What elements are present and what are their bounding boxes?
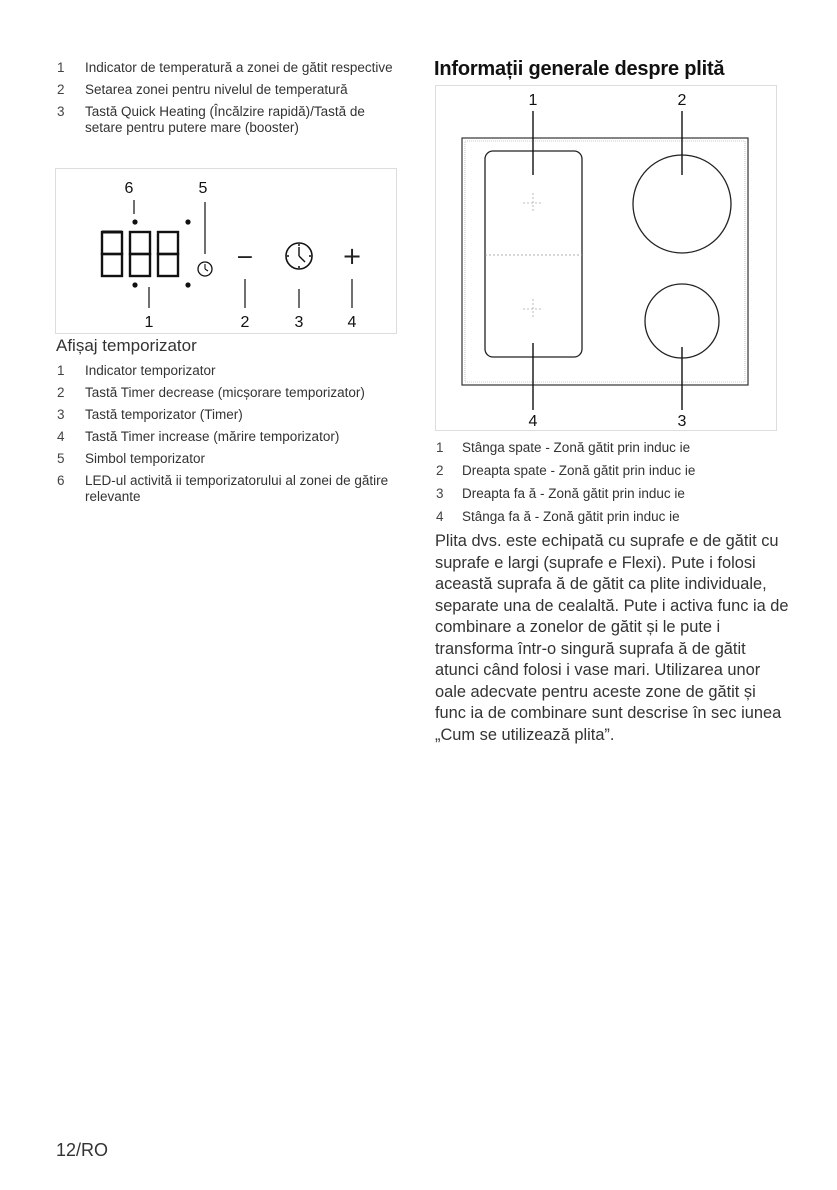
callout-label-3: 3 [677, 413, 687, 430]
list-item [57, 363, 402, 379]
list-item [57, 407, 402, 423]
led-dot [132, 282, 137, 287]
callout-label-2: 2 [677, 92, 687, 109]
timer-clock-icon[interactable] [286, 243, 312, 269]
item-text: Tastă Timer decrease (micșorare temporizator) [85, 385, 365, 400]
list-item [57, 104, 397, 136]
list-item [57, 451, 402, 467]
item-number: 2 [57, 385, 65, 400]
callout-label-4: 4 [347, 314, 357, 331]
item-text: Tastă Quick Heating (Încălzire rapidă)/Tastă de setare pentru putere mare (booster) [85, 104, 365, 135]
hob-outline [462, 138, 748, 385]
list-item [436, 509, 806, 525]
list-item [57, 385, 402, 401]
item-text: Dreapta fa ă - Zonă gătit prin induc ie [462, 486, 685, 501]
item-text: Indicator de temperatură a zonei de gătit respective [85, 60, 393, 75]
top-legend-list [57, 60, 397, 142]
led-dot [185, 219, 190, 224]
item-text: Stânga fa ă - Zonă gătit prin induc ie [462, 509, 680, 524]
item-number: 5 [57, 451, 65, 466]
figure-caption: Afișaj temporizator [56, 336, 197, 355]
figure-frame [436, 86, 777, 431]
callout-label-3: 3 [294, 314, 304, 331]
item-text: Setarea zonei pentru nivelul de temperatură [85, 82, 348, 97]
callout-label-5: 5 [198, 180, 208, 197]
hob-layout-figure [435, 85, 777, 431]
item-number: 1 [57, 363, 65, 378]
callout-label-4: 4 [528, 413, 538, 430]
zone-center-mark [523, 193, 543, 319]
item-text: Stânga spate - Zonă gătit prin induc ie [462, 440, 691, 455]
list-item [436, 486, 806, 502]
zones-legend-list [436, 440, 806, 532]
timer-display-figure [55, 168, 397, 334]
item-text: Tastă temporizator (Timer) [85, 407, 243, 422]
timer-decrease-icon[interactable]: − [235, 245, 255, 270]
right-front-zone [645, 284, 719, 358]
item-number: 2 [436, 463, 444, 478]
item-number: 3 [436, 486, 444, 501]
item-number: 4 [436, 509, 444, 524]
section-title: Informații generale despre plită [434, 58, 725, 80]
hob-inner-outline [465, 141, 745, 382]
item-number: 3 [57, 407, 65, 422]
item-text: Simbol temporizator [85, 451, 206, 466]
timer-increase-icon[interactable]: + [341, 242, 363, 270]
list-item [436, 463, 806, 479]
list-item [57, 60, 397, 76]
small-clock-icon [198, 262, 212, 276]
item-number: 1 [57, 60, 65, 75]
list-item [57, 473, 402, 505]
timer-legend-list [57, 363, 402, 511]
callout-label-2: 2 [240, 314, 250, 331]
item-text: Indicator temporizator [85, 363, 216, 378]
item-text: LED-ul activită ii temporizatorului al zonei de gătire relevante [85, 473, 389, 504]
list-item [57, 429, 402, 445]
body-paragraph: Plita dvs. este echipată cu suprafe e de gătit cu suprafe e largi (suprafe e Flexi). Pute i folosi această suprafa ă de gătit ca plite individuale, separate una de cealaltă. Pute i activa func ia de combinare a zonelor de gătit și le pute i transforma într-o singură suprafa ă de gătit atunci când folosi i vase mari. Utilizarea unor oale adecvate pentru aceste zone de gătit și func ia de combinare sunt descrise în sec iunea „Cum se utilizează plita”. [435, 532, 789, 744]
page-number: 12/RO [56, 1140, 109, 1160]
list-item [436, 440, 806, 456]
item-text: Dreapta spate - Zonă gătit prin induc ie [462, 463, 696, 478]
item-number: 1 [436, 440, 444, 455]
led-dot [132, 219, 137, 224]
list-item [57, 82, 397, 98]
item-number: 4 [57, 429, 65, 444]
callout-label-1: 1 [528, 92, 538, 109]
callout-label-1: 1 [144, 314, 154, 331]
callout-label-6: 6 [124, 180, 134, 197]
led-dot [185, 282, 190, 287]
flexi-zone [485, 151, 582, 357]
item-text: Tastă Timer increase (mărire temporizator) [85, 429, 340, 444]
item-number: 2 [57, 82, 65, 97]
item-number: 3 [57, 104, 65, 119]
seven-segment-display-icon [102, 232, 178, 276]
item-number: 6 [57, 473, 65, 488]
